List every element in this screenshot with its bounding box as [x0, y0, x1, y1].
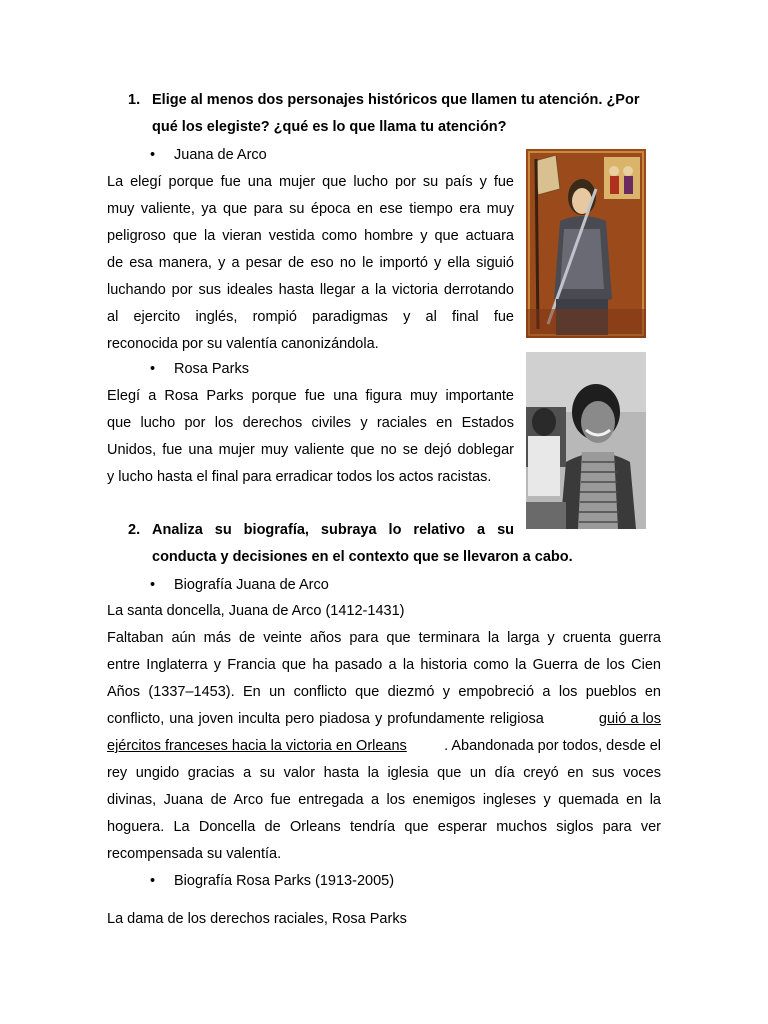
bullet-juana-label: Juana de Arco — [174, 147, 267, 163]
rosa-line — [107, 410, 514, 437]
bio-rosa-title: La dama de los derechos raciales, Rosa Parks — [107, 911, 407, 927]
bio-line-text: rey ungido gracias a su valor hasta la iglesia que un día creyó en sus voces — [107, 765, 661, 781]
bio-line — [107, 841, 661, 868]
rosa-line-text: Unidos, fue una mujer muy valiente que no se dejó doblegar — [107, 442, 514, 458]
bio-line — [107, 652, 661, 679]
rosa-line — [107, 383, 514, 410]
rosa-line — [107, 437, 514, 464]
juana-line-text: La elegí porque fue una mujer que lucho por su país y fue — [107, 174, 514, 190]
bio-line-text: . Abandonada por todos, desde el — [444, 738, 661, 754]
rosa-line-text: y lucho hasta el final para erradicar todos los actos racistas. — [107, 469, 492, 485]
joan-of-arc-painting-svg — [526, 149, 646, 338]
rosa-line-text: Elegí a Rosa Parks porque fue una figura muy importante — [107, 388, 514, 404]
bio-line-text: recompensada su valentía. — [107, 846, 282, 862]
bullet-dot: • — [150, 361, 156, 377]
bio-line — [107, 706, 661, 733]
rosa-parks-photo-svg — [526, 352, 646, 529]
bio-line — [107, 679, 661, 706]
rosa-paragraph — [107, 383, 514, 491]
bio-line-text: entre Inglaterra y Francia que ha pasado a la historia como la Guerra de los Cien — [107, 657, 661, 673]
juana-line — [107, 331, 514, 358]
juana-line — [107, 196, 514, 223]
rosa-line — [107, 464, 514, 491]
juana-line-text: de esa manera, y a pesar de eso no le importó y ella siguió — [107, 255, 514, 271]
juana-line — [107, 169, 514, 196]
joan-of-arc-painting-icon — [526, 149, 646, 338]
juana-line-text: reconocida por su valentía canonizándola. — [107, 336, 379, 352]
bio-juana-paragraph — [107, 625, 661, 868]
question-1-line-1: Elige al menos dos personajes históricos que llamen tu atención. ¿Por — [152, 92, 640, 108]
bio-line-text: Años (1337–1453). En un conflicto que diezmó y empobreció a los pueblos en — [107, 684, 661, 700]
juana-line-text: peligroso que la vieran vestida como hombre y que actuara — [107, 228, 514, 244]
juana-line-text: muy valiente, ya que para su época en ese tiempo era muy — [107, 201, 514, 217]
juana-paragraph — [107, 169, 514, 358]
bio-juana-title: La santa doncella, Juana de Arco (1412-1431) — [107, 603, 405, 619]
bullet-dot: • — [150, 147, 156, 163]
juana-line-text: al ejercito inglés, rompió paradigmas y al final fue — [107, 309, 514, 325]
bio-line-text: divinas, Juana de Arco fue entregada a los enemigos ingleses y quemada en la — [107, 792, 661, 808]
bullet-bio-juana-label: Biografía Juana de Arco — [174, 577, 329, 593]
juana-line — [107, 304, 514, 331]
rosa-line-text: que lucho por los derechos civiles y raciales en Estados — [107, 415, 514, 431]
bio-line — [107, 787, 661, 814]
question-2-line-2: conducta y decisiones en el contexto que se llevaron a cabo. — [152, 549, 573, 565]
bio-line — [107, 760, 661, 787]
bio-line-text: Faltaban aún más de veinte años para que terminara la larga y cruenta guerra — [107, 630, 661, 646]
underlined-text: ejércitos franceses hacia la victoria en Orleans — [107, 738, 407, 754]
juana-line — [107, 277, 514, 304]
bio-line — [107, 814, 661, 841]
bio-line — [107, 625, 661, 652]
juana-line — [107, 223, 514, 250]
bullet-rosa-label: Rosa Parks — [174, 361, 249, 377]
juana-line — [107, 250, 514, 277]
rosa-parks-photo-icon — [526, 352, 646, 529]
underlined-text: guió a los — [598, 711, 661, 727]
question-1-line-2: qué los elegiste? ¿qué es lo que llama tu atención? — [152, 119, 507, 135]
bullet-dot: • — [150, 873, 156, 889]
question-2-line-1: Analiza su biografía, subraya lo relativo a su — [152, 522, 514, 538]
bullet-dot: • — [150, 577, 156, 593]
bio-line-text: hoguera. La Doncella de Orleans tendría que esperar muchos siglos para ver — [107, 819, 661, 835]
question-1-number: 1. — [128, 92, 141, 108]
bio-line-text: conflicto, una joven inculta pero piadosa y profundamente religiosa — [107, 711, 544, 727]
question-2-number: 2. — [128, 522, 141, 538]
juana-line-text: luchando por sus ideales hasta llegar a la victoria derrotando — [107, 282, 514, 298]
bio-line — [107, 733, 661, 760]
bullet-bio-rosa-label: Biografía Rosa Parks (1913-2005) — [174, 873, 395, 889]
